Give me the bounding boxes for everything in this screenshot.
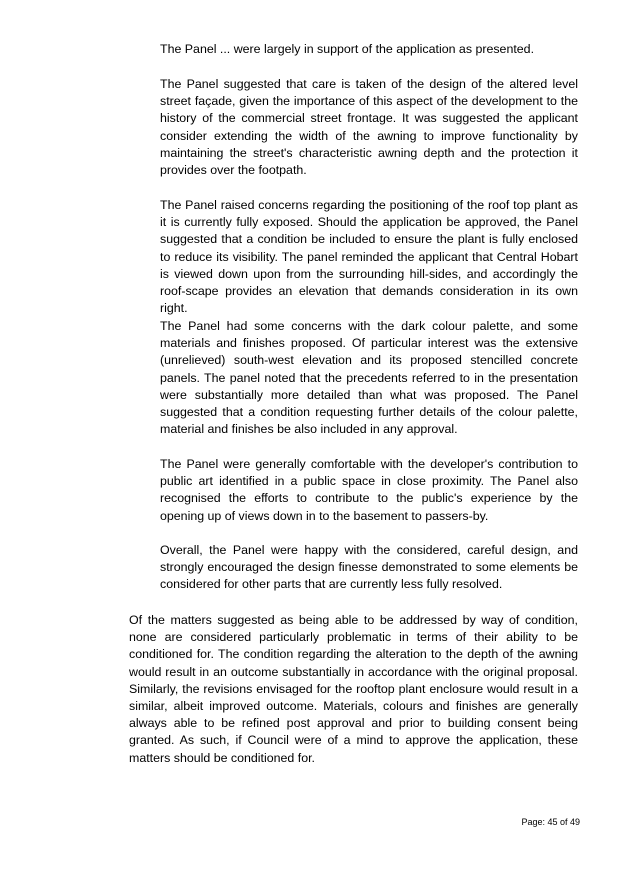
quoted-paragraph-panel-support: The Panel ... were largely in support of the application as presented. bbox=[160, 42, 535, 56]
quoted-paragraph-street-facade: The Panel suggested that care is taken of the design of the altered level street façade, given the importance of this aspect of the development to the history of the commercial street frontage. It was suggested the applicant consider extending the width of the awning to improve functionality by maintaining the street's characteristic awning depth and the protection it provides over the footpath. bbox=[160, 77, 578, 178]
quoted-paragraph-overall: Overall, the Panel were happy with the considered, careful design, and strongly encouraged the design finesse demonstrated to some elements be considered for other parts that are currently less fully resolved. bbox=[160, 543, 578, 592]
quoted-paragraph-colour-palette: The Panel had some concerns with the dark colour palette, and some materials and finishes proposed. Of particular interest was the extensive (unrelieved) south-west elevation and its proposed stencilled concrete panels. The panel noted that the precedents referred to in the presentation were substantially more detailed than what was proposed. The Panel suggested that a condition requesting further details of the colour palette, material and finishes be also included in any approval. bbox=[160, 319, 578, 437]
quoted-paragraph-public-art: The Panel were generally comfortable with the developer's contribution to public art identified in a public space in close proximity. The Panel also recognised the efforts to contribute to the public's experience by the opening up of views down in to the basement to passers-by. bbox=[160, 457, 578, 523]
quoted-paragraph-roof-top-plant: The Panel raised concerns regarding the positioning of the roof top plant as it is currently fully exposed. Should the application be approved, the Panel suggested that a condition be included to ensure the plant is fully enclosed to reduce its visibility. The panel reminded the applicant that Central Hobart is viewed down upon from the surrounding hill-sides, and accordingly the roof-scape provides an elevation that demands consideration in its own right. bbox=[160, 198, 578, 316]
body-paragraph-conditions: Of the matters suggested as being able to be addressed by way of condition, none are considered particularly problematic in terms of their ability to be conditioned for. The condition regarding the alteration to the depth of the awning would result in an outcome substantially in accordance with the original proposal. Similarly, the revisions envisaged for the rooftop plant enclosure would result in a similar, albeit improved outcome. Materials, colours and finishes are generally always able to be refined post approval and prior to building consent being granted. As such, if Council were of a mind to approve the application, these matters should be conditioned for. bbox=[129, 613, 578, 765]
page-number: Page: 45 of 49 bbox=[521, 817, 580, 827]
